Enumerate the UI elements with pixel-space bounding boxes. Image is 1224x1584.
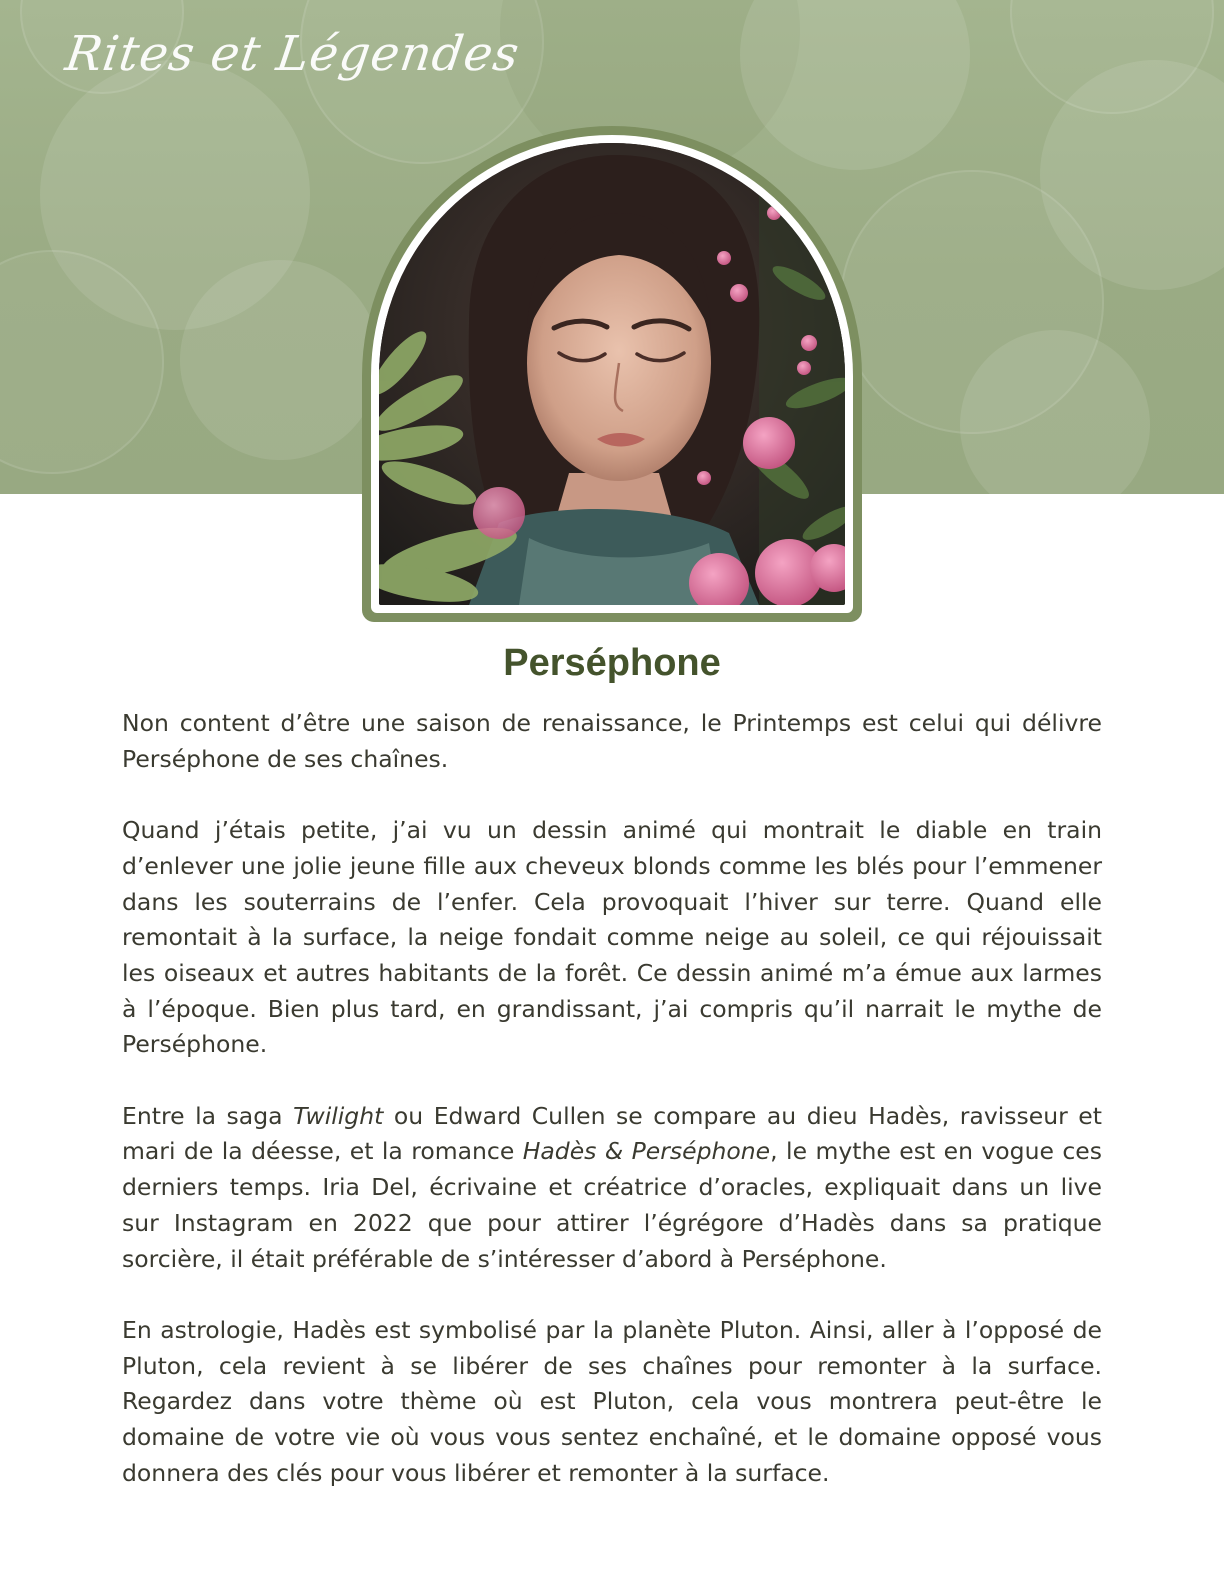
paragraph-text: ou Edward Cullen se compare au dieu Hadès, ravisseur et mari de la déesse, et la romance <box>122 1101 1102 1166</box>
article-paragraph <box>122 813 1102 1063</box>
paragraph-text: En astrologie, Hadès est symbolisé par la planète Pluton. Ainsi, aller à l’opposé de Pluton, cela revient à se libérer de ses chaînes pour remonter à la surface. Regardez dans votre thème où est Pluton, cela vous montrera peut-être le domaine de votre vie où vous vous sentez enchaîné, et le domaine opposé vous donnera des clés pour vous libérer et remonter à la surface. <box>122 1315 1102 1487</box>
article-title: Perséphone <box>503 642 721 684</box>
article-body <box>122 706 1102 1527</box>
paragraph-text: , le mythe est en vogue ces derniers temps. Iria Del, écrivaine et créatrice d’oracles, expliquait dans un live sur Instagram en 2022 que pour attirer l’égrégore d’Hadès dans sa pratique sorcière, il était préférable de s’intéresser d’abord à Perséphone. <box>122 1137 1102 1273</box>
brand-logo: Rites et Légendes <box>62 26 524 82</box>
portrait-illustration <box>379 143 845 605</box>
article-paragraph <box>122 1099 1102 1278</box>
portrait-frame <box>362 126 862 622</box>
paragraph-text: Non content d’être une saison de renaissance, le Printemps est celui qui délivre Perséphone de ses chaînes. <box>122 709 1102 773</box>
bokeh-decoration <box>180 260 380 460</box>
article-paragraph <box>122 706 1102 777</box>
paragraph-text: Quand j’étais petite, j’ai vu un dessin animé qui montrait le diable en train d’enlever une jolie jeune fille aux cheveux blonds comme les blés pour l’emmener dans les souterrains de l’enfer. Cela provoquait l’hiver sur terre. Quand elle remontait à la surface, la neige fondait comme neige au soleil, ce qui réjouissait les oiseaux et autres habitants de la forêt. Ce dessin animé m’a émue aux larmes à l’époque. Bien plus tard, en grandissant, j’ai compris qu’il narrait le mythe de Perséphone. <box>122 816 1102 1059</box>
italic-title: Twilight <box>293 1101 384 1130</box>
bokeh-decoration <box>740 0 970 170</box>
article-paragraph <box>122 1313 1102 1492</box>
italic-title: Hadès & Perséphone <box>522 1137 771 1166</box>
portrait-image <box>379 143 845 605</box>
paragraph-text: Entre la saga <box>122 1101 294 1130</box>
